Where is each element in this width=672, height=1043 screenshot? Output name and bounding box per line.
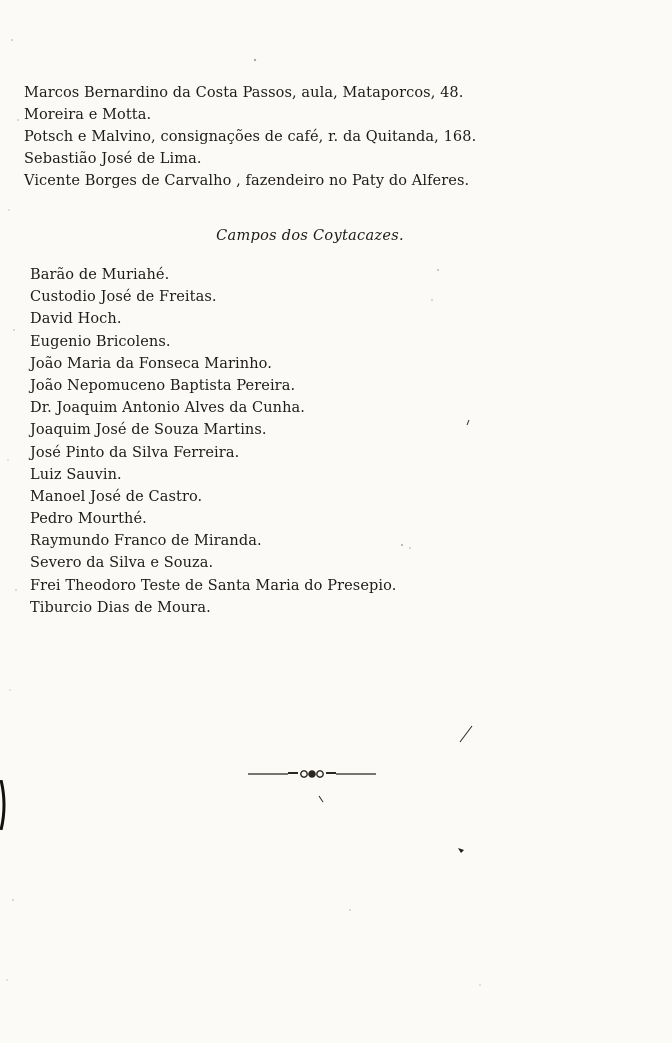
list-item: Moreira e Motta.: [24, 107, 152, 123]
list-item: Manoel José de Castro.: [30, 488, 203, 505]
list-item: Vicente Borges de Carvalho , fazendeiro no Paty do Alferes.: [24, 173, 470, 189]
section-heading: Campos dos Coytacazes.: [216, 228, 404, 244]
list-item: Eugenio Bricolens.: [30, 333, 171, 350]
list-item: Frei Theodoro Teste de Santa Maria do Presepio.: [30, 577, 397, 594]
list-item: Joaquim José de Souza Martins.: [30, 422, 267, 439]
subscriber-list-top: [24, 82, 664, 192]
list-item: João Nepomuceno Baptista Pereira.: [30, 377, 296, 394]
list-item: Raymundo Franco de Miranda.: [30, 533, 262, 550]
list-item: José Pinto da Silva Ferreira.: [30, 444, 240, 461]
list-item: Potsch e Malvino, consignações de café, r. da Quitanda, 168.: [24, 129, 477, 145]
list-item: Pedro Mourthé.: [30, 511, 147, 528]
list-item: Severo da Silva e Souza.: [30, 555, 214, 572]
list-item: Luiz Sauvin.: [30, 466, 122, 483]
stray-mark: [460, 726, 472, 742]
list-item: Tiburcio Dias de Moura.: [30, 599, 211, 616]
list-item: Marcos Bernardino da Costa Passos, aula, Mataporcos, 48.: [24, 85, 464, 101]
subscriber-list-section: [30, 264, 630, 619]
list-item: Custodio José de Freitas.: [30, 289, 217, 306]
page-edge-mark: [0, 780, 8, 830]
list-item: Barão de Muriahé.: [30, 267, 170, 283]
list-item: João Maria da Fonseca Marinho.: [30, 355, 272, 372]
list-item: Sebastião José de Lima.: [24, 151, 202, 167]
list-item: David Hoch.: [30, 311, 122, 328]
ornament-divider: [248, 766, 378, 782]
list-item: Dr. Joaquim Antonio Alves da Cunha.: [30, 400, 305, 417]
